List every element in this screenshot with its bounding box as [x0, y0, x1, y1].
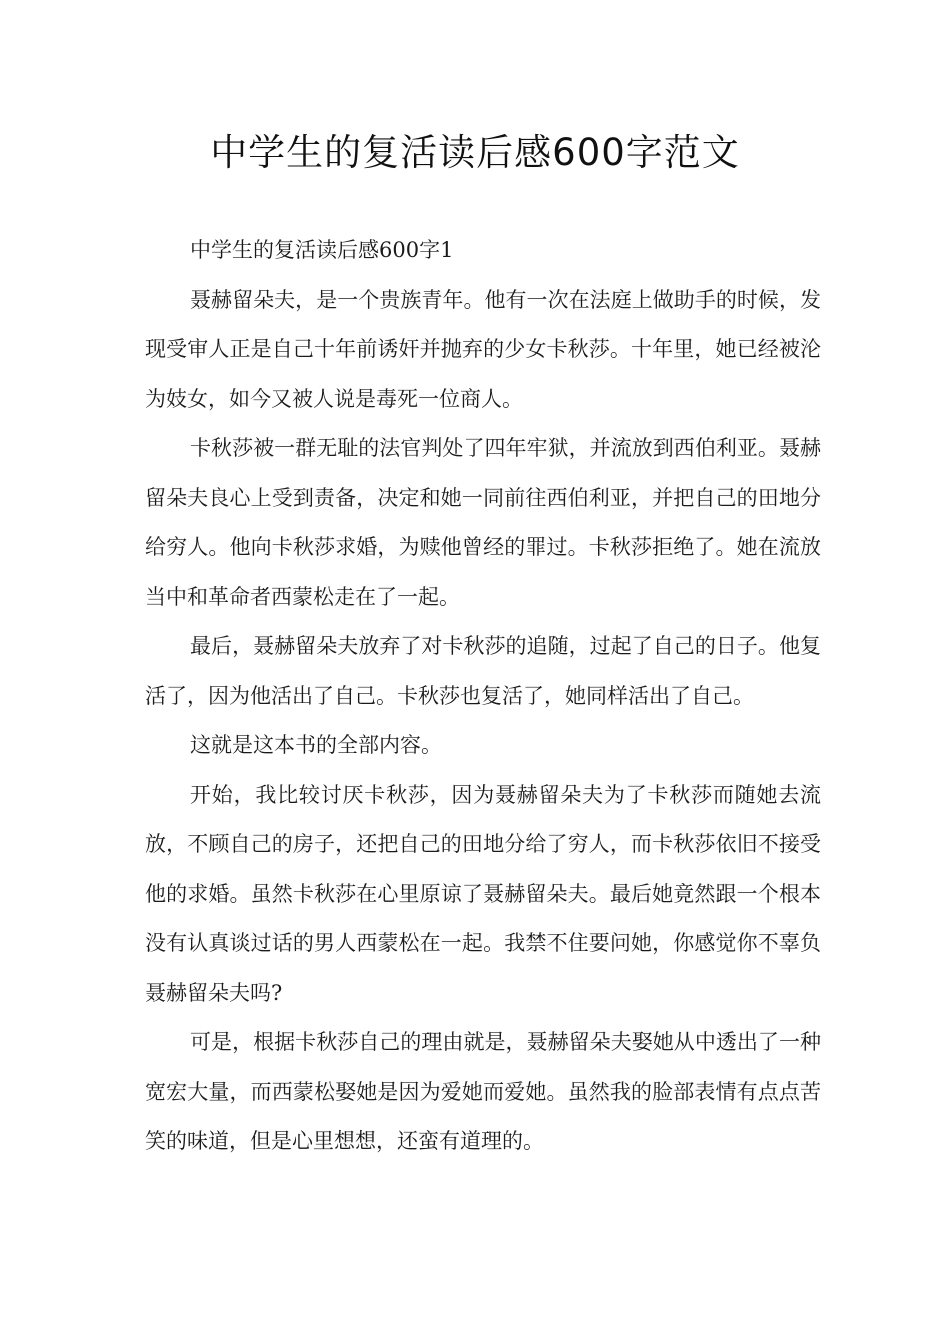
paragraph: 这就是这本书的全部内容。 — [190, 733, 442, 757]
page-title: 中学生的复活读后感600字范文 — [210, 131, 740, 174]
paragraph: 最后，聂赫留朵夫放弃了对卡秋莎的追随，过起了自己的日子。他复活了，因为他活出了自己。卡秋莎也复活了，她同样活出了自己。 — [145, 634, 821, 708]
paragraph: 卡秋莎被一群无耻的法官判处了四年牢狱，并流放到西伯利亚。聂赫留朵夫良心上受到责备，决定和她一同前往西伯利亚，并把自己的田地分给穷人。他向卡秋莎求婚，为赎他曾经的罪过。卡秋莎拒绝了。她在流放当中和革命者西蒙松走在了一起。 — [145, 436, 821, 609]
section-heading: 中学生的复活读后感600字1 — [190, 238, 454, 262]
paragraph: 开始，我比较讨厌卡秋莎，因为聂赫留朵夫为了卡秋莎而随她去流放，不顾自己的房子，还把自己的田地分给了穷人，而卡秋莎依旧不接受他的求婚。虽然卡秋莎在心里原谅了聂赫留朵夫。最后她竟然跟一个根本没有认真谈过话的男人西蒙松在一起。我禁不住要问她，你感觉你不辜负聂赫留朵夫吗? — [145, 782, 821, 1005]
document-body — [145, 226, 821, 1167]
paragraph: 聂赫留朵夫，是一个贵族青年。他有一次在法庭上做助手的时候，发现受审人正是自己十年前诱奸并抛弃的少女卡秋莎。十年里，她已经被沦为妓女，如今又被人说是毒死一位商人。 — [145, 287, 821, 411]
paragraph: 可是，根据卡秋莎自己的理由就是，聂赫留朵夫娶她从中透出了一种宽宏大量，而西蒙松娶她是因为爱她而爱她。虽然我的脸部表情有点点苦笑的味道，但是心里想想，还蛮有道理的。 — [145, 1030, 821, 1153]
